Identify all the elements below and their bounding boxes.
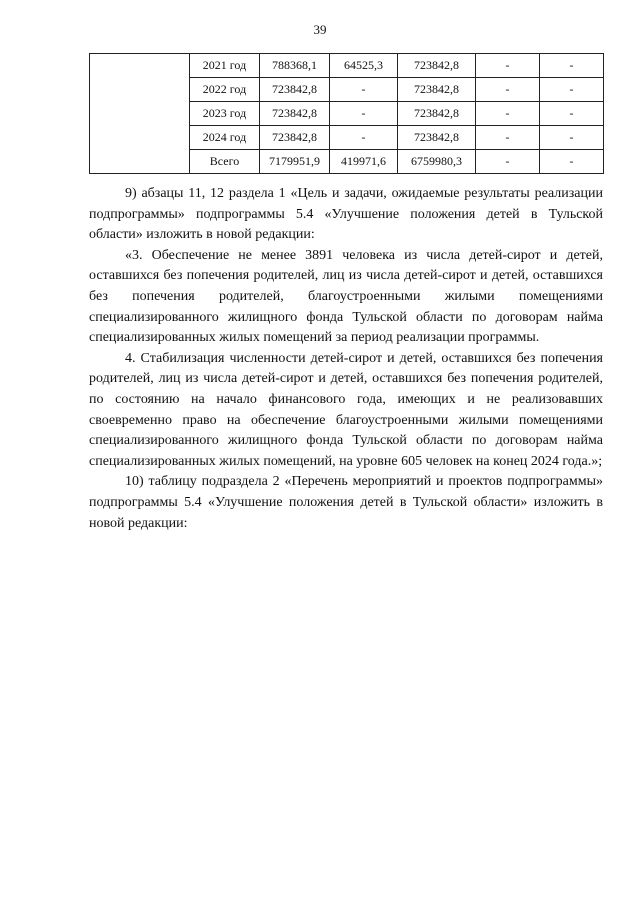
table-cell: 723842,8 — [260, 126, 330, 150]
table-cell-blank — [90, 54, 190, 174]
document-body — [89, 184, 603, 534]
table-cell: 6759980,3 — [398, 150, 476, 174]
table-cell-year: 2021 год — [190, 54, 260, 78]
paragraph-goal-4: 4. Стабилизация численности детей-сирот и детей, оставшихся без попечения родителей, лиц из числа детей-сирот и детей, оставшихся без попечения родителей, по состоянию на начало финансового года, имеющих и не реализовавших своевременно право на обеспечение благоустроенными жилыми помещениями специализированного жилищного фонда Тульской области по договорам найма специализированных жилых помещений, на уровне 605 человек на конец 2024 года.»; — [89, 350, 603, 469]
table-cell: - — [476, 78, 540, 102]
table-cell: 723842,8 — [398, 78, 476, 102]
table-cell: - — [540, 126, 604, 150]
table-cell: 723842,8 — [398, 102, 476, 126]
page-number: 39 — [313, 22, 327, 37]
table-cell: - — [330, 78, 398, 102]
table-cell: - — [330, 126, 398, 150]
paragraph-item-9: 9) абзацы 11, 12 раздела 1 «Цель и задачи, ожидаемые результаты реализации подпрограммы» подпрограммы 5.4 «Улучшение положения детей в Тульской области» изложить в новой редакции: — [89, 186, 603, 243]
table-cell-year: 2024 год — [190, 126, 260, 150]
table-cell: - — [540, 78, 604, 102]
table-cell: - — [476, 150, 540, 174]
paragraph-item-10: 10) таблицу подраздела 2 «Перечень мероприятий и проектов подпрограммы» подпрограммы 5.4 «Улучшение положения детей в Тульской области» изложить в новой редакции: — [89, 474, 603, 531]
table-cell-year: 2023 год — [190, 102, 260, 126]
table-cell: - — [476, 54, 540, 78]
table-cell: - — [476, 102, 540, 126]
table-cell: - — [540, 54, 604, 78]
table-cell-year: 2022 год — [190, 78, 260, 102]
table-cell: 419971,6 — [330, 150, 398, 174]
table-cell: 723842,8 — [398, 54, 476, 78]
table-cell: 723842,8 — [260, 78, 330, 102]
table-cell: - — [476, 126, 540, 150]
funding-table — [89, 53, 604, 174]
table-cell: - — [540, 102, 604, 126]
table-cell: 723842,8 — [260, 102, 330, 126]
table-cell: 723842,8 — [398, 126, 476, 150]
table-cell: - — [330, 102, 398, 126]
table-cell: 7179951,9 — [260, 150, 330, 174]
paragraph-goal-3: «3. Обеспечение не менее 3891 человека из числа детей-сирот и детей, оставшихся без попечения родителей, лиц из числа детей-сирот и детей, оставшихся без попечения родителей, благоустроенными жилыми помещениями специализированного жилищного фонда Тульской области по договорам найма специализированных жилых помещений за период реализации программы. — [89, 247, 603, 346]
table-cell: - — [540, 150, 604, 174]
table-row — [90, 54, 604, 78]
table-cell-total-label: Всего — [190, 150, 260, 174]
table-cell: 64525,3 — [330, 54, 398, 78]
table-cell: 788368,1 — [260, 54, 330, 78]
